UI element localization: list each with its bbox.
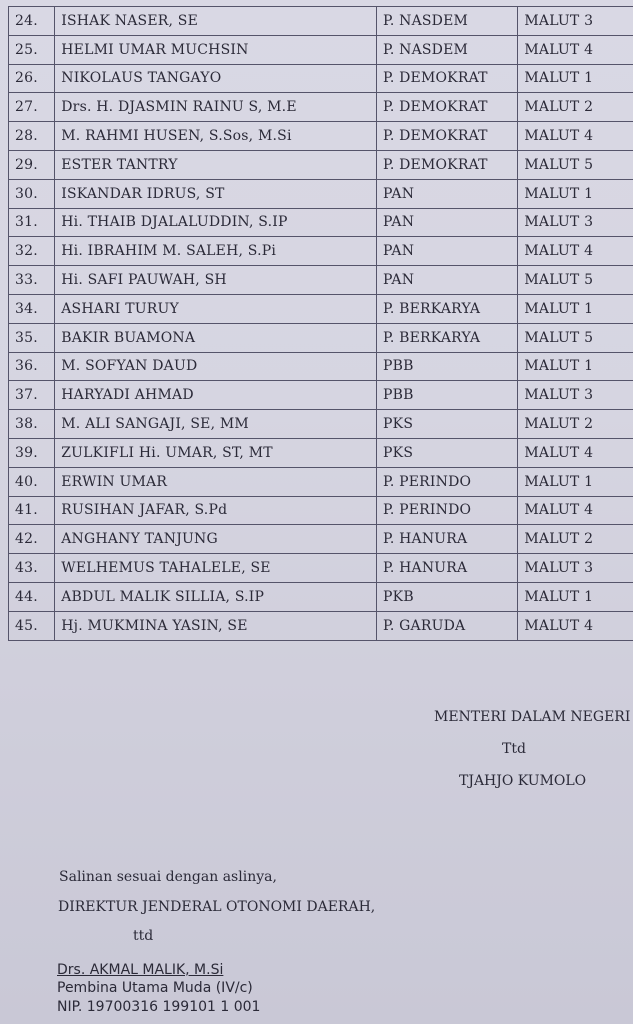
row-number: 37. (9, 381, 55, 410)
row-number: 28. (9, 122, 55, 151)
member-name: Hj. MUKMINA YASIN, SE (55, 611, 377, 640)
member-name: ISKANDAR IDRUS, ST (55, 179, 377, 208)
member-name: ABDUL MALIK SILLIA, S.IP (55, 582, 377, 611)
row-number: 30. (9, 179, 55, 208)
table-row (9, 438, 633, 467)
member-district: MALUT 3 (518, 554, 633, 583)
member-district: MALUT 5 (518, 266, 633, 295)
member-district: MALUT 4 (518, 237, 633, 266)
member-party: PKS (377, 438, 518, 467)
member-district: MALUT 2 (518, 93, 633, 122)
copy-certification-note: Salinan sesuai dengan aslinya, (59, 869, 277, 885)
row-number: 42. (9, 525, 55, 554)
table-row (9, 352, 633, 381)
member-party: P. DEMOKRAT (377, 64, 518, 93)
member-district: MALUT 1 (518, 294, 633, 323)
member-district: MALUT 1 (518, 582, 633, 611)
member-name: M. SOFYAN DAUD (55, 352, 377, 381)
member-party: P. HANURA (377, 525, 518, 554)
table-row (9, 582, 633, 611)
row-number: 27. (9, 93, 55, 122)
member-party: P. GARUDA (377, 611, 518, 640)
row-number: 29. (9, 150, 55, 179)
row-number: 34. (9, 294, 55, 323)
member-district: MALUT 4 (518, 438, 633, 467)
table-row (9, 294, 633, 323)
member-party: PKB (377, 582, 518, 611)
member-name: M. ALI SANGAJI, SE, MM (55, 410, 377, 439)
member-party: P. HANURA (377, 554, 518, 583)
member-district: MALUT 1 (518, 64, 633, 93)
table-row (9, 179, 633, 208)
member-party: P. BERKARYA (377, 323, 518, 352)
member-district: MALUT 4 (518, 611, 633, 640)
member-party: P. PERINDO (377, 496, 518, 525)
member-district: MALUT 3 (518, 208, 633, 237)
member-party: PAN (377, 179, 518, 208)
member-party: PAN (377, 208, 518, 237)
table-row (9, 554, 633, 583)
table-row (9, 208, 633, 237)
table-row (9, 611, 633, 640)
table-row (9, 381, 633, 410)
table-row (9, 122, 633, 151)
member-name: ZULKIFLI Hi. UMAR, ST, MT (55, 438, 377, 467)
table-row (9, 467, 633, 496)
official-nip: NIP. 19700316 199101 1 001 (57, 999, 261, 1015)
member-name: Hi. THAIB DJALALUDDIN, S.IP (55, 208, 377, 237)
table-row (9, 410, 633, 439)
row-number: 41. (9, 496, 55, 525)
member-party: PKS (377, 410, 518, 439)
member-name: WELHEMUS TAHALELE, SE (55, 554, 377, 583)
member-name: ASHARI TURUY (55, 294, 377, 323)
table-row (9, 93, 633, 122)
member-district: MALUT 5 (518, 150, 633, 179)
member-name: ESTER TANTRY (55, 150, 377, 179)
member-name: BAKIR BUAMONA (55, 323, 377, 352)
table-row (9, 35, 633, 64)
member-party: P. PERINDO (377, 467, 518, 496)
table-row (9, 323, 633, 352)
minister-title: MENTERI DALAM NEGERI (434, 709, 631, 725)
member-name: M. RAHMI HUSEN, S.Sos, M.Si (55, 122, 377, 151)
table-row (9, 496, 633, 525)
table-row (9, 525, 633, 554)
member-name: Hi. IBRAHIM M. SALEH, S.Pi (55, 237, 377, 266)
member-district: MALUT 4 (518, 496, 633, 525)
row-number: 24. (9, 7, 55, 36)
member-party: P. DEMOKRAT (377, 93, 518, 122)
row-number: 33. (9, 266, 55, 295)
member-party: PBB (377, 381, 518, 410)
minister-signature-mark: Ttd (502, 741, 526, 757)
row-number: 25. (9, 35, 55, 64)
row-number: 45. (9, 611, 55, 640)
row-number: 36. (9, 352, 55, 381)
member-district: MALUT 3 (518, 381, 633, 410)
member-district: MALUT 4 (518, 35, 633, 64)
director-general-title: DIREKTUR JENDERAL OTONOMI DAERAH, (58, 899, 376, 915)
member-name: ERWIN UMAR (55, 467, 377, 496)
member-party: PBB (377, 352, 518, 381)
member-district: MALUT 4 (518, 122, 633, 151)
row-number: 31. (9, 208, 55, 237)
member-party: P. DEMOKRAT (377, 150, 518, 179)
member-name: HELMI UMAR MUCHSIN (55, 35, 377, 64)
member-district: MALUT 5 (518, 323, 633, 352)
member-name: Drs. H. DJASMIN RAINU S, M.E (55, 93, 377, 122)
member-name: NIKOLAUS TANGAYO (55, 64, 377, 93)
director-signature-mark: ttd (133, 928, 154, 944)
member-table-body (9, 7, 633, 641)
member-party: P. DEMOKRAT (377, 122, 518, 151)
member-table (8, 6, 633, 641)
row-number: 35. (9, 323, 55, 352)
table-row (9, 64, 633, 93)
member-district: MALUT 1 (518, 179, 633, 208)
table-row (9, 150, 633, 179)
member-name: HARYADI AHMAD (55, 381, 377, 410)
row-number: 38. (9, 410, 55, 439)
member-party: P. NASDEM (377, 35, 518, 64)
member-party: PAN (377, 237, 518, 266)
member-party: PAN (377, 266, 518, 295)
minister-name: TJAHJO KUMOLO (459, 773, 587, 789)
table-row (9, 266, 633, 295)
member-name: ANGHANY TANJUNG (55, 525, 377, 554)
member-district: MALUT 1 (518, 352, 633, 381)
member-party: P. NASDEM (377, 7, 518, 36)
member-district: MALUT 3 (518, 7, 633, 36)
member-name: ISHAK NASER, SE (55, 7, 377, 36)
official-name: Drs. AKMAL MALIK, M.Si (57, 962, 224, 978)
official-rank: Pembina Utama Muda (IV/c) (57, 980, 253, 996)
row-number: 26. (9, 64, 55, 93)
member-district: MALUT 1 (518, 467, 633, 496)
table-row (9, 237, 633, 266)
row-number: 43. (9, 554, 55, 583)
member-name: RUSIHAN JAFAR, S.Pd (55, 496, 377, 525)
table-row (9, 7, 633, 36)
member-party: P. BERKARYA (377, 294, 518, 323)
member-district: MALUT 2 (518, 410, 633, 439)
member-district: MALUT 2 (518, 525, 633, 554)
row-number: 40. (9, 467, 55, 496)
row-number: 44. (9, 582, 55, 611)
row-number: 32. (9, 237, 55, 266)
member-name: Hi. SAFI PAUWAH, SH (55, 266, 377, 295)
row-number: 39. (9, 438, 55, 467)
